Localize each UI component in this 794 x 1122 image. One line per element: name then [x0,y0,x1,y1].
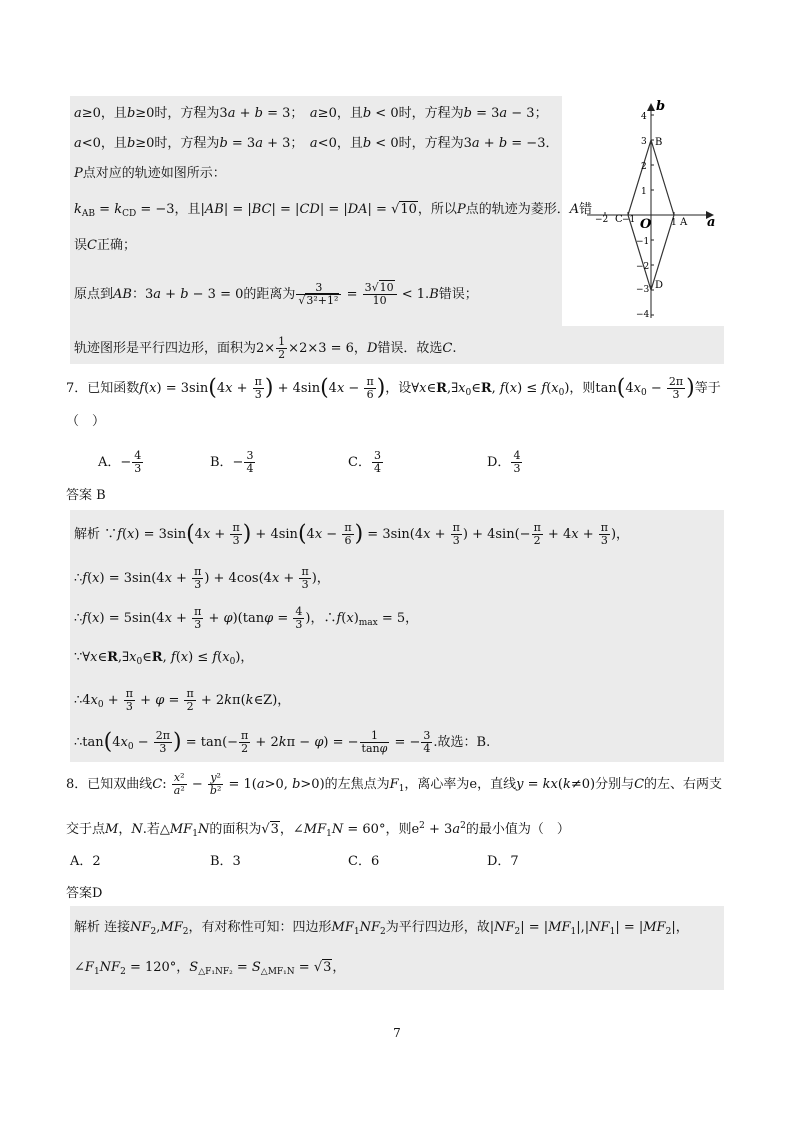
q7-answer-label: 答案 B [66,488,106,503]
point-label-a: A [680,217,688,228]
q8-option-c[interactable]: C．6 [348,854,380,869]
q8-stem-line2: 交于点M，N.若$\triangle MF_1N$的面积为√3，$\angle MF_1N = 60^\circ$，则$e^2 + 3a^2$的最小值为（ ） [66,821,570,839]
sol6-line1: a≥0，且b≥0时，方程为3a + b = 3； a≥0，且b < 0时，方程为b = 3a − 3； [74,106,548,121]
sol6-line3: P点对应的轨迹如图所示： [74,166,226,181]
q7-stem: 7．已知函数f(x) = 3sin(4x + $\frac{\pi}{3}$ ) + 4sin(4x − $\frac{\pi}{6}$ )，设$\forall x\in R,\exists x_0\in R$, $f(x) \le f(x_0)$，则$\tan(4x_0$ − $\frac{2\pi}{3}$ )等于 [66,375,721,401]
q8-option-a[interactable]: A．2 [70,854,101,869]
y-tick-m3: −3 [636,285,650,295]
q7-sol-line4: $\because\forall x\in R,\exists x_0\in R$, $f(x) \le f(x_0)$， [74,650,254,667]
q7-sol-line3: ∴f(x) = 5sin(4x + $\frac{\pi}{3}$ + φ)(tanφ = $\frac{4}{3}$ )，$\therefore f(x)_{max} = 5$， [74,605,419,631]
q8-sol-line2: $\angle F_1NF_2 = 120^\circ$，$S_{\triangle F_1NF_2} = S_{\triangle MF_1N} = √3$， [74,960,346,977]
sol6-line2: a<0，且b≥0时，方程为b = 3a + 3； a<0，且b < 0时，方程为3a + b = −3． [74,136,559,151]
rhombus-figure [585,98,725,323]
page-number: 7 [393,1026,401,1040]
q7-sol-line2: ∴f(x) = 3sin(4x + $\frac{\pi}{3}$ ) + 4cos(4x + $\frac{\pi}{3}$ )， [74,565,330,591]
solution-7-panel [70,510,724,762]
sol6-line7: 轨迹图形是平行四边形，面积为2× $\frac{1}{2}$ ×2×3 = 6，D错误．故选C. [74,335,457,361]
q7-sol-line5: $\therefore 4x_0$ + $\frac{\pi}{3}$ + φ = $\frac{\pi}{2}$ + 2kπ(k∈Z)， [74,687,291,713]
q8-option-b[interactable]: B．3 [210,854,241,869]
y-tick-m2: −2 [636,262,650,272]
q7-paren: （ ） [66,414,106,429]
sol6-line5: 误C正确； [74,238,136,253]
y-tick-3: 3 [641,137,647,147]
y-tick-4: 4 [641,112,647,122]
x-tick-1: 1 [671,218,677,228]
point-label-c: C [615,214,623,225]
y-tick-m4: −4 [636,310,650,320]
axis-label-a: a [707,215,716,230]
point-label-d: D [655,280,664,291]
y-tick-1: 1 [641,187,647,197]
x-tick-m2: −2 [595,215,609,225]
q8-answer-label: 答案D [66,886,103,901]
q8-sol-line1: 解析 连接$NF_2,MF_2$，有对称性可知：四边形$MF_1NF_2$为平行四边形，故$|NF_2| = |MF_1|,|NF_1| = |MF_2|$， [74,920,689,937]
q7-option-d[interactable]: D． $\frac{4}{3}$ [487,449,521,475]
sol6-line6: 原点到AB：3a + b − 3 = 0的距离为 $\frac{3}{\text{√3²+1²}}$ = $\frac{3√10}{10}$ < 1.B错误； [74,281,478,307]
q7-sol-line1: 解析 ∵f(x) = 3sin(4x + $\frac{\pi}{3}$ ) + 4sin(4x − $\frac{\pi}{6}$ ) = 3sin(4x + $\frac{\pi}{3}$ ) + 4sin(− $\frac{\pi}{2}$ + 4x + $\frac{\pi}{3}$ )， [74,521,630,547]
point-label-b: B [655,137,663,148]
sol6-line4: $k_{AB} = k_{CD} = -3$，且|AB| = |BC| = |CD| = |DA| = √10，所以P点的轨迹为菱形．A错 [74,202,593,219]
q8-stem-line1: 8．已知双曲线C: $\frac{\text{x²}}{\text{a²}}$ − $\frac{\text{y²}}{\text{b²}}$ = 1(a>0, b>0)的左焦点为$F_1$，离心率为e，直线y = kx(k≠0)分别与C的左、右两支 [66,771,723,797]
axis-label-b: b [656,99,666,114]
q7-option-c[interactable]: C． $\frac{3}{4}$ [348,449,381,475]
q7-option-a[interactable]: A．− $\frac{4}{3}$ [98,449,142,475]
y-tick-2: 2 [641,162,647,172]
q7-sol-line6: $\therefore\tan(4x_0$ − $\frac{2\pi}{3}$ ) = tan(− $\frac{\pi}{2}$ + 2kπ − φ) = − $\frac{1}{\tan\varphi}$ = − $\frac{3}{4}$ .故选：B. [74,729,491,755]
y-tick-m1: −1 [636,237,650,247]
q8-option-d[interactable]: D．7 [487,854,519,869]
x-tick-m1: −1 [622,215,636,225]
q7-option-b[interactable]: B．− $\frac{3}{4}$ [210,449,254,475]
origin-label: O [640,217,652,232]
